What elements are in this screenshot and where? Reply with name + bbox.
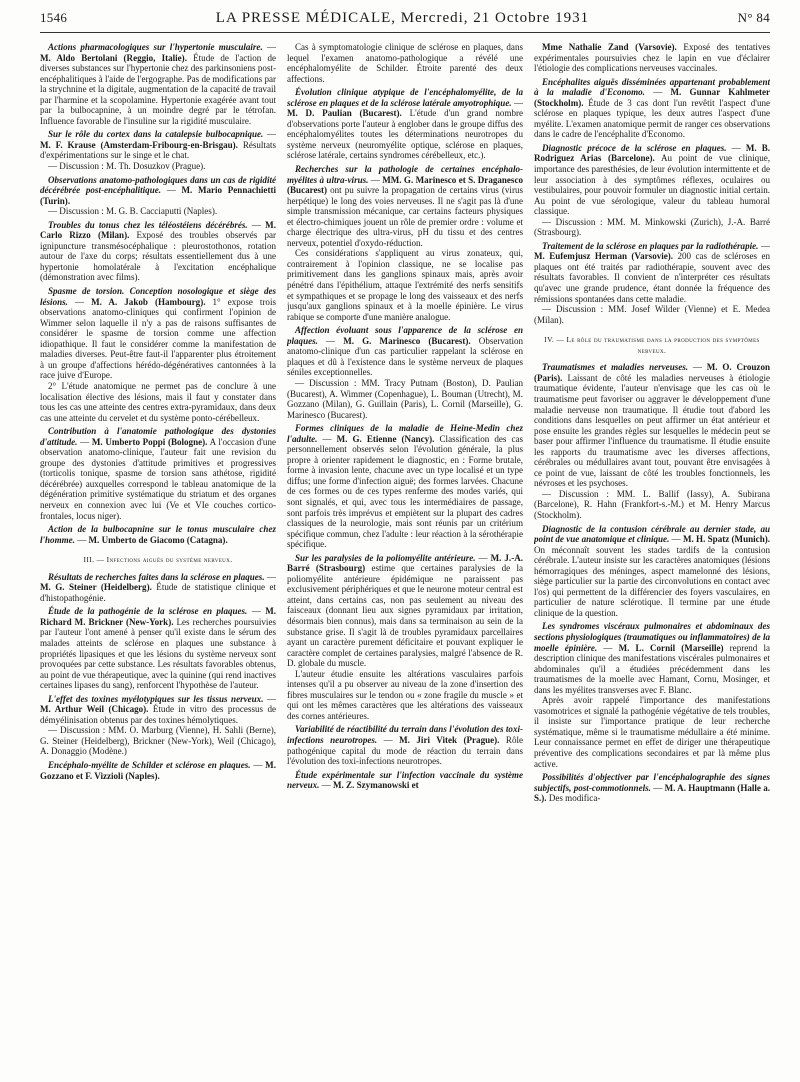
abstract-title: Contribution à l'anatomie pathologique des dystonies d'attitude. — [40, 426, 276, 447]
section-heading: IV. — Le rôle du traumatisme dans la production des symptômes nerveux. — [544, 335, 760, 355]
abstract-entry — [534, 772, 770, 804]
abstract-text: Ces considérations s'appliquent au virus zonateux, qui, contrairement à l'opinion classique, ne se localise pas primitivement dans les ganglions spinaux mais, après avoir pénétré dans l'épithélium, attaque l'extrémité des nerfs sensitifs et sympathiques et se propage le long des vaisseaux et des nerfs jusqu'aux ganglions spinaux et à la moelle épinière. Le virus rabique se comporte d'une manière analogue. — [287, 248, 523, 322]
abstract-author: M. G. Steiner (Heidelberg). — [40, 582, 152, 593]
abstract-title: Formes cliniques de la maladie de Heine-Medin chez l'adulte. — [287, 423, 523, 444]
abstract-title: Affection évoluant sous l'apparence de la sclérose en plaques. — [287, 325, 523, 346]
abstract-text: Observation anatomo-clinique d'un cas particulier rappelant la sclérose en plaques et dû à l'existence dans le système nerveux de plaques séniles exceptionnelles. — [287, 335, 523, 378]
abstract-paragraph: Sur les paralysies de la poliomyélite antérieure. — M. J.-A. Barré (Strasbourg) estime que certaines paralysies de la poliomyélite antérieure épidémique ne paraissent pas exclusivement périphériques et que le neurone moteur central est atteint, dans certains cas, non pas seulement au niveau des faisceaux (donnant lieu aux signes pyramidaux par irritation, désormais bien connus), mais dans sa terminaison au sein de la substance grise. Il s'agit là de troubles pyramidaux parcellaires ayant un caractère purement déficitaire et pouvant expliquer le caractère complet de certaines paralysies, malgré l'absence de R. D. globale du muscle. — [287, 552, 523, 669]
abstract-text: Résultats d'expérimentations sur le singe et le chat. — [40, 139, 276, 161]
abstract-paragraph: Troubles du tonus chez les téléostéiens décérébrés. — M. Carlo Rizzo (Milan). Exposé des troubles observés par ignipuncture transmésocéphalique : pleurostothonos, rotation autour de l'axe du corps; résultats essentiellement dus à une hypertonie homolatérale à l'excitation encéphalique (démonstration avec films). — [40, 219, 276, 283]
abstract-paragraph: L'effet des toxines myélotypiques sur les tissus nerveux. — M. Arthur Weil (Chicago). Étude in vitro des processus de démyélinisation obtenus par des toxines hémolytiques. — [40, 693, 276, 725]
abstract-paragraph: Actions pharmacologiques sur l'hypertonie musculaire. — M. Aldo Bertolani (Reggio, Italie). Étude de l'action de diverses substances sur l'hypertonie chez des parkinsoniens post-encéphalitiques à l'aide de l'ergographe. Pas de modifications par la strychnine et la digitale, augmentation de la capacité de travail par l'harmine et la scopolamine. Hypertonie exagérée avant tout par la bulbocapnine, à un moindre degré par le tétrofan. Influence favorable de l'insuline sur la rigidité musculaire. — [40, 42, 276, 126]
abstract-entry — [287, 724, 523, 766]
abstract-entry — [534, 143, 770, 238]
discussion-line — [534, 489, 770, 521]
abstract-author: M. F. Krause (Amsterdam-Fribourg-en-Brisgau). — [40, 139, 238, 150]
abstract-text: Étude de statistique clinique et d'histopathogénie. — [40, 582, 276, 603]
abstract-author: M. O. Crouzon (Paris). — [534, 362, 770, 383]
abstract-author: M. Gozzano et F. Vizzioli (Naples). — [40, 760, 276, 781]
abstract-text: On méconnaît souvent les stades tardifs de la contusion cérébrale. L'auteur insiste sur les caractères anatomiques (lésions hémorragiques des méninges, aspect mamelonné des lésions, siège particulier sur la partie des circonvolutions en contact avec l'os) qui permettent de la différencier des foyers vasculaires, en particulier de nature sclérotique. Il termine par une étude clinique de la question. — [534, 544, 770, 618]
abstract-text: ont pu suivre la propagation de certains virus (virus herpétique) le long des voies nerveuses. Il ne s'agit pas là d'une simple transmission mécanique, car certains facteurs physiques et électro-chimiques jouent un rôle de premier ordre : volume et charge électrique des ultra-virus, pH du tissu et des centres nerveux, potentiel d'oxydo-réduction. — [287, 185, 523, 248]
abstract-author: M. Jiri Vitek (Prague). — [399, 735, 500, 745]
abstract-paragraph: Étude expérimentale sur l'infection vaccinale du système nerveux. — M. Z. Szymanowski et — [287, 769, 523, 791]
abstract-title: Encéphalites aiguës disséminées appartenant probablement à la maladie d'Economo. — [534, 76, 770, 98]
abstract-entry — [287, 770, 523, 791]
abstract-title: Sur les paralysies de la poliomyélite antérieure. — [295, 552, 476, 563]
abstract-paragraph: Variabilité de réactibilité du terrain dans l'évolution des toxi-infections neurotropes. — M. Jiri Vitek (Prague). Rôle pathogénique capital du mode de réaction du terrain dans l'évolution des toxi-infections neurotropes. — [287, 724, 523, 767]
abstract-author: M. Mario Pennachietti (Turin). — [40, 185, 276, 206]
abstract-text: 1° expose trois observations anatomo-cliniques qui confirment l'opinion de Wimmer selon laquelle il n'y a pas de raisons suffisantes de considérer le spasme de torsion comme une affection idiopathique. Il faut le considérer comme la manifestation de maladies diverses. Peut-être faut-il l'apparenter plus étroitement à un groupe d'affections hérédo-dégénératives cantonnées à la race juive d'Europe. — [40, 296, 276, 381]
abstract-text: reprend la description clinique des manifestations viscérales pulmonaires et abdominales qu'il a étudiées précédemment dans les traumatismes de la moelle avec Hamant, Cornu, Mosinger, et dans les myélites transverses avec F. Blanc. — [534, 642, 770, 695]
discussion-text: — Discussion : MM. Tracy Putnam (Boston), D. Paulian (Bucarest), A. Wimmer (Copenhague), L. Bouman (Utrecht), M. Gozzano (Milan), G. Guillain (Paris), L. Cornil (Marseille), G. Marinesco (Bucarest). — [287, 377, 523, 420]
abstract-paragraph: Traumatismes et maladies nerveuses. — M. O. Crouzon (Paris). Laissant de côté les maladies nerveuses à étiologie traumatique évidente, l'auteur n'envisage que les cas où le traumatisme peut favoriser ou aggraver le développement d'une maladie nerveuse non traumatique. Il étudie tout d'abord les conditions dans lesquelles on peut affirmer un état antérieur et pose ensuite les grandes règles sur lesquelles le médecin peut se baser pour affirmer l'influence du traumatisme. Il étudie ensuite les rapports du traumatisme avec les diverses affections, cérébrales ou médullaires avant tout, pouvant être envisagées à ce point de vue, laissant de côté les troubles fonctionnels, les névroses et les psychoses. — [534, 362, 770, 489]
abstract-text: Après avoir rappelé l'importance des manifestations vasomotrices et signalé la pathogénie végétative de tels troubles, il insiste sur l'importance pratique de leur recherche systématique, même si le traumatisme médullaire a été minime. Leur connaissance permet en effet de diriger une thérapeutique préventive des complications secondaires et par là même plus active. — [534, 695, 770, 769]
abstract-title: Résultats de recherches faites dans la sclérose en plaques. — [48, 571, 265, 582]
abstract-paragraph: Traitement de la sclérose en plaques par la radiothérapie. — M. Eufemjusz Herman (Varsovie). 200 cas de scléroses en plaques ont été traités par radiothérapie, souvent avec des résultats favorables. Il convient de n'interpréter ces résultats qu'avec une grande prudence, étant donnée la fréquence des rémissions spontanées dans cette maladie. — [534, 240, 770, 304]
abstract-entry — [287, 164, 523, 322]
column-left — [40, 42, 276, 1076]
discussion-line — [40, 725, 276, 757]
abstract-author: M. Umberto de Giacomo (Catagna). — [88, 534, 228, 545]
abstract-paragraph — [534, 695, 770, 769]
abstract-text: Classification des cas personnellement observés selon l'évolution générale, la plus propre à orienter rapidement le diagnostic, en : Forme brutale, forme à invasion lente, chacune avec un type localisé et un type diffus; une forme d'infection aiguë; des formes larvées. Chacune de ces formes ou de ces types renferme des modes variés, qui sont signalés, et qui, avec tous les intermédiaires de passage, sont parfois très imprévus et empiètent sur la plupart des cadres classiques de la neurologie, mais sont réunis par un critérium spécifique commun, chez l'adulte : leur réaction à la sérothérapie spécifique. — [287, 433, 523, 550]
abstract-paragraph — [287, 669, 523, 722]
abstract-entry — [40, 606, 276, 690]
abstract-entry — [40, 524, 276, 545]
abstract-paragraph — [534, 42, 770, 74]
text-columns — [40, 42, 770, 1076]
discussion-line — [40, 161, 276, 172]
abstract-paragraph: Résultats de recherches faites dans la sclérose en plaques. — M. G. Steiner (Heidelberg). Étude de statistique clinique et d'histopathogénie. — [40, 571, 276, 603]
discussion-text: — Discussion : MM. L. Ballif (Iassy), A. Subirana (Barcelone), R. Hahn (Frankfort-s.-M.) et M. Henry Marcus (Stockholm). — [534, 488, 770, 520]
discussion-line — [40, 206, 276, 217]
abstract-paragraph: Encéphalo-myélite de Schilder et sclérose en plaques. — M. Gozzano et F. Vizzioli (Naples). — [40, 760, 276, 781]
abstract-text: Des modifica- — [548, 793, 601, 804]
abstract-paragraph — [287, 42, 523, 84]
abstract-text: A l'occasion d'une observation anatomo-clinique, l'auteur fait une revision du groupe des dystonies d'attitude primitives et progressives (torticolis tonique, spasme de torsion sans athétose, rigidité décérébrée) auxquelles correspond le tableau anatomique de la dégénération primitive systématique du striatum et des organes nerveux en connexion avec lui (Ve et VIe couches cortico-frontales, locus niger). — [40, 436, 276, 521]
abstract-author: Mme Nathalie Zand (Varsovie). — [542, 42, 677, 52]
abstract-text: Étude de 3 cas dont l'un revêtit l'aspect d'une sclérose en plaques typique, les deux autres l'aspect d'une myélite. L'examen anatomique permit de ranger ces observations dans le cadre de l'encéphalite d'Economo. — [534, 97, 770, 140]
abstract-title: Diagnostic de la contusion cérébrale au dernier stade, au point de vue anatomique et clinique. — [534, 523, 770, 545]
discussion-text: — Discussion : MM. Josef Wilder (Vienne) et E. Medea (Milan). — [534, 304, 770, 325]
abstract-author: MM. G. Marinesco et S. Draganesco (Bucarest) — [287, 174, 523, 196]
abstract-paragraph: Les syndromes viscéraux pulmonaires et abdominaux des sections physiologiques (traumatiques ou inflammatoires) de la moelle épinière. — M. L. Cornil (Marseille) reprend la description clinique des manifestations viscérales pulmonaires et abdominales qu'il a étudiées précédemment dans les traumatismes de la moelle avec Hamant, Cornu, Mosinger, et dans les myélites transverses avec F. Blanc. — [534, 621, 770, 695]
abstract-entry — [534, 241, 770, 325]
abstract-author: M. L. Cornil (Marseille) — [618, 642, 724, 653]
abstract-paragraph: Spasme de torsion. Conception nosologique et siège des lésions. — M. A. Jakob (Hambourg). 1° expose trois observations anatomo-cliniques qui confirment l'opinion de Wimmer selon laquelle il n'y a pas de raisons suffisantes de considérer le spasme de torsion comme une affection idiopathique. Il faut le considérer comme la manifestation de maladies diverses. Peut-être faut-il l'apparenter plus étroitement à un groupe d'affections hérédo-dégénératives cantonnées à la race juive d'Europe. — [40, 286, 276, 381]
column-right — [534, 42, 770, 1076]
discussion-text: — Discussion : M. G. B. Cacciaputti (Naples). — [48, 206, 218, 217]
abstract-text: L'étude d'un grand nombre d'observations porte l'auteur à englober dans le groupe diffus des encéphalomyélites toutes les déterminations neurotropes du système nerveux (neuromyélite optique, sclérose en plaques, sclérose latérale, certains syndromes cérébelleux, etc.). — [287, 108, 523, 161]
abstract-paragraph: Diagnostic précoce de la sclérose en plaques. — M. B. Rodriguez Arias (Barcelone). Au point de vue clinique, importance des paresthésies, de leur évolution intermittente et de leur association à des symptômes réflexes, oculaires ou vestibulaires, pour pouvoir formuler un diagnostic initial certain. Au point de vue sérologique, valeur du tableau humoral classique. — [534, 142, 770, 217]
abstract-entry — [40, 129, 276, 171]
abstract-title: Traitement de la sclérose en plaques par la radiothérapie. — [542, 240, 759, 251]
abstract-text: Les recherches poursuivies par l'auteur l'ont amené à penser qu'il existe dans le sérum des malades atteints de sclérose en plaques une substance à propriétés lipasiques et que les lésions du système nerveux sont provoquées par cette substance. Les résultats favorables obtenus, au point de vue thérapeutique, avec la quinine (qui rend inactives certaines lipases du sang), renforcent l'hypothèse de l'auteur. — [40, 616, 276, 691]
abstract-paragraph: Évolution clinique atypique de l'encéphalomyélite, de la sclérose en plaques et de la sclérose latérale amyotrophique. — M. D. Paulian (Bucarest). L'étude d'un grand nombre d'observations porte l'auteur à englober dans le groupe diffus des encéphalomyélites toutes les déterminations neurotropes du système nerveux (neuromyélite optique, sclérose en plaques, sclérose latérale, certains syndromes cérébelleux, etc.). — [287, 87, 523, 161]
abstract-text: Cas à symptomatologie clinique de sclérose en plaques, dans lequel l'examen anatomo-pathologique a révélé une encéphalomyélite de Schilder. Étroite parenté des deux affections. — [287, 42, 523, 84]
abstract-paragraph: Possibilités d'objectiver par l'encéphalographie des signes subjectifs, post-commotionnels. — M. A. Hauptmann (Halle a. S.). Des modifica- — [534, 772, 770, 804]
abstract-entry — [534, 621, 770, 769]
abstract-title: Évolution clinique atypique de l'encéphalomyélite, de la sclérose en plaques et de la sclérose latérale amyotrophique. — [287, 87, 523, 108]
abstract-paragraph: Observations anatomo-pathologiques dans un cas de rigidité décérébrée post-encéphalitique. — M. Mario Pennachietti (Turin). — [40, 174, 276, 206]
abstract-text: Exposé des troubles observés par ignipuncture transmésocéphalique : pleurostothonos, rotation autour de l'axe du corps; résultats essentiellement dus à une hypertonie homolatérale à l'excitation encéphalique (démonstration avec films). — [40, 230, 276, 283]
abstract-title: Encéphalo-myélite de Schilder et sclérose en plaques. — [48, 760, 251, 770]
abstract-text: 200 cas de scléroses en plaques ont été traités par radiothérapie, souvent avec des résultats favorables. Il convient de n'interpréter ces résultats qu'avec une grande prudence, étant donnée la fréquence des rémissions spontanées dans cette maladie. — [534, 251, 770, 304]
abstract-author: M. Gunnar Kahlmeter (Stockholm). — [534, 87, 770, 108]
running-header — [40, 6, 770, 30]
abstract-entry — [40, 694, 276, 757]
abstract-title: Spasme de torsion. Conception nosologique et siège des lésions. — [40, 286, 276, 307]
abstract-entry — [534, 42, 770, 74]
abstract-paragraph — [40, 381, 276, 423]
abstract-author: M. Aldo Bertolani (Reggio, Italie). — [40, 52, 187, 63]
abstract-author: M. G. Marinesco (Bucarest). — [343, 335, 471, 346]
abstract-title: Possibilités d'objectiver par l'encéphalographie des signes subjectifs, post-commotionnels. — [534, 772, 770, 793]
journal-title: LA PRESSE MÉDICALE, Mercredi, 21 Octobre 1931 — [215, 9, 590, 26]
abstract-paragraph: Diagnostic de la contusion cérébrale au dernier stade, au point de vue anatomique et clinique. — M. H. Spatz (Munich). On méconnaît souvent les stades tardifs de la contusion cérébrale. L'auteur insiste sur les caractères anatomiques (lésions hémorragiques des méninges, aspect mamelonné des lésions, siège particulier sur la partie des circonvolutions en contact avec l'os) qui permettent de la différencier des foyers vasculaires, en particulier de nature sclérotique. Il termine par une étude clinique de la question. — [534, 523, 770, 618]
abstract-entry — [40, 42, 276, 126]
abstract-entry — [40, 760, 276, 781]
section-heading: III. — Infections aiguës du système nerveux. — [83, 555, 233, 565]
abstract-text: L'auteur étudie ensuite les altérations vasculaires parfois intenses qu'il a pu observer au niveau de la zone d'insertion des fibres musculaires sur le tendon ou « zone fragile du muscle » et qui ont les mêmes caractères que les altérations des vaisseaux des cornes antérieures. — [287, 668, 523, 721]
abstract-entry — [287, 423, 523, 550]
abstract-entry — [534, 524, 770, 619]
abstract-entry — [287, 87, 523, 161]
header-rule — [40, 32, 770, 33]
abstract-title: Sur le rôle du cortex dans la catalepsie bulbocapnique. — [48, 129, 264, 140]
abstract-title: Action de la bulbocapnine sur le tonus musculaire chez l'homme. — [40, 524, 276, 545]
abstract-title: Les syndromes viscéraux pulmonaires et abdominaux des sections physiologiques (traumatiques ou inflammatoires) de la moelle épinière. — [534, 621, 770, 653]
abstract-paragraph: Recherches sur la pathologie de certaines encéphalo-myélites à ultra-virus. — MM. G. Marinesco et S. Draganesco (Bucarest) ont pu suivre la propagation de certains virus (virus herpétique) le long des voies nerveuses. Il ne s'agit pas là d'une simple transmission mécanique, car certains facteurs physiques et électro-chimiques jouent un rôle de premier ordre : volume et charge électrique des ultra-virus, pH du tissu et des centres nerveux, potentiel d'oxydo-réduction. — [287, 164, 523, 248]
abstract-title: Variabilité de réactibilité du terrain dans l'évolution des toxi-infections neurotropes. — [287, 724, 523, 745]
abstract-text: Étude de l'action de diverses substances sur l'hypertonie chez des parkinsoniens post-encéphalitiques à l'aide de l'ergographe. Pas de modifications par la strychnine et la digitale, augmentation de la capacité de travail par l'harmine et la scopolamine. Hypertonie exagérée avant tout par la bulbocapnine, à un moindre degré par le tétrofan. Influence favorable de l'insuline sur la rigidité musculaire. — [40, 52, 276, 126]
abstract-entry — [534, 77, 770, 140]
abstract-author: M. B. Rodriguez Arias (Barcelone). — [534, 142, 770, 164]
discussion-text: — Discussion : M. Th. Dosuzkov (Prague). — [48, 161, 206, 172]
abstract-text: Exposé des tentatives expérimentales poursuivies chez le lapin en vue d'éclairer l'étiologie des complications nerveuses vaccinales. — [534, 42, 770, 74]
abstract-text: Au point de vue clinique, importance des paresthésies, de leur évolution intermittente et de leur association à des symptômes réflexes, oculaires ou vestibulaires, pour pouvoir formuler un diagnostic initial certain. Au point de vue sérologique, valeur du tableau humoral classique. — [534, 153, 770, 217]
abstract-text: 2° L'étude anatomique ne permet pas de conclure à une localisation élective des lésions, mais il faut y constater dans tous les cas une atteinte des centres extra-pyramidaux, dans deux cas une atteinte du cervelet et du système ponto-cérébelleux. — [40, 380, 276, 423]
abstract-entry — [287, 553, 523, 722]
discussion-text: — Discussion : MM. O. Marburg (Vienne), H. Sahli (Berne), G. Steiner (Heidelberg), Brickner (New-York), Weil (Chicago), A. Donaggio (Modène.) — [40, 725, 276, 757]
abstract-author: M. Umberto Poppi (Bologne). — [91, 436, 208, 447]
abstract-entry — [40, 286, 276, 423]
abstract-author: M. H. Spatz (Munich). — [682, 534, 770, 545]
abstract-author: M. A. Jakob (Hambourg). — [91, 296, 206, 307]
abstract-entry — [534, 362, 770, 520]
abstract-author: M. Eufemjusz Herman (Varsovie). — [534, 251, 674, 262]
abstract-entry — [40, 426, 276, 521]
abstract-text: estime que certaines paralysies de la poliomyélite antérieure épidémique ne paraissent pas exclusivement périphériques et que le neurone moteur central est atteint, dans certains cas, non pas seulement au niveau des faisceaux (donnant lieu aux signes pyramidaux par irritation, désormais bien connus), mais dans sa terminaison au sein de la substance grise. Il s'agit là de troubles pyramidaux parcellaires ayant un caractère purement déficitaire et pouvant expliquer le caractère complet de certaines paralysies, malgré l'absence de R. D. globale du muscle. — [287, 563, 523, 669]
abstract-author: M. J.-A. Barré (Strasbourg) — [287, 552, 523, 574]
abstract-author: M. Carlo Rizzo (Milan). — [40, 219, 276, 241]
abstract-paragraph: Étude de la pathogénie de la sclérose en plaques. — M. Richard M. Brickner (New-York). Les recherches poursuivies par l'auteur l'ont amené à penser qu'il existe dans le sérum des malades atteints de sclérose en plaques une substance à propriétés lipasiques et que les lésions du système nerveux sont provoquées par cette substance. Les résultats favorables obtenus, au point de vue thérapeutique, avec la quinine (qui rend inactives certaines lipases du sang), renforcent l'hypothèse de l'auteur. — [40, 606, 276, 691]
abstract-paragraph: Formes cliniques de la maladie de Heine-Medin chez l'adulte. — M. G. Etienne (Nancy). Classification des cas personnellement observés selon l'évolution générale, la plus propre à orienter rapidement le diagnostic, en : Forme brutale, forme à invasion lente, chacune avec un type localisé et un type diffus; une forme d'infection aiguë; des formes larvées. Chacune de ces formes ou de ces types renferme des modes variés, qui sont signalés, et qui, avec tous les intermédiaires de passage, sont parfois très imprévus et empiètent sur la plupart des cadres classiques de la neurologie, mais sont réunis par un critérium spécifique commun, chez l'adulte : leur réaction à la sérothérapie spécifique. — [287, 423, 523, 550]
abstract-text: Étude in vitro des processus de démyélinisation obtenus par des toxines hémolytiques. — [40, 704, 276, 725]
abstract-paragraph — [287, 248, 523, 322]
abstract-title: Traumatismes et maladies nerveuses. — [542, 362, 689, 373]
abstract-title: Étude de la pathogénie de la sclérose en plaques. — [48, 606, 248, 617]
abstract-author: M. D. Paulian (Bucarest). — [287, 108, 402, 119]
abstract-title: Troubles du tonus chez les téléostéiens décérébrés. — [48, 219, 248, 230]
abstract-text: Rôle pathogénique capital du mode de réaction du terrain dans l'évolution des toxi-infections neurotropes. — [287, 735, 523, 767]
abstract-entry — [287, 325, 523, 420]
abstract-title: Observations anatomo-pathologiques dans un cas de rigidité décérébrée post-encéphalitique. — [40, 174, 276, 196]
discussion-line — [287, 378, 523, 420]
abstract-paragraph: Action de la bulbocapnine sur le tonus musculaire chez l'homme. — M. Umberto de Giacomo (Catagna). — [40, 524, 276, 545]
column-middle — [287, 42, 523, 1076]
abstract-title: Recherches sur la pathologie de certaines encéphalo-myélites à ultra-virus. — [287, 164, 523, 185]
discussion-line — [534, 304, 770, 325]
abstract-author: M. Z. Szymanowski et — [333, 780, 419, 791]
abstract-paragraph: Encéphalites aiguës disséminées appartenant probablement à la maladie d'Economo. — M. Gunnar Kahlmeter (Stockholm). Étude de 3 cas dont l'un revêtit l'aspect d'une sclérose en plaques typique, les deux autres l'aspect d'une myélite. L'examen anatomique permit de ranger ces observations dans le cadre de l'encéphalite d'Economo. — [534, 76, 770, 140]
abstract-entry — [40, 572, 276, 604]
issue-number: N° 84 — [737, 10, 770, 25]
abstract-author: M. Arthur Weil (Chicago). — [40, 704, 149, 715]
abstract-title: Étude expérimentale sur l'infection vaccinale du système nerveux. — [287, 769, 523, 791]
abstract-paragraph: Contribution à l'anatomie pathologique des dystonies d'attitude. — M. Umberto Poppi (Bologne). A l'occasion d'une observation anatomo-clinique, l'auteur fait une revision du groupe des dystonies d'attitude primitives et progressives (torticolis tonique, spasme de torsion sans athétose, rigidité décérébrée) auxquelles correspond le tableau anatomique de la dégénération primitive systématique du striatum et des organes nerveux en connexion avec lui (Ve et VIe couches cortico-frontales, locus niger). — [40, 426, 276, 521]
abstract-paragraph: Affection évoluant sous l'apparence de la sclérose en plaques. — M. G. Marinesco (Bucarest). Observation anatomo-clinique d'un cas particulier rappelant la sclérose en plaques et dû à l'existence dans le système nerveux de plaques séniles exceptionnelles. — [287, 325, 523, 378]
abstract-title: Diagnostic précoce de la sclérose en plaques. — [542, 142, 727, 153]
discussion-text: — Discussion : MM. M. Minkowski (Zurich), J.-A. Barré (Strasbourg). — [534, 216, 770, 238]
abstract-author: M. Richard M. Brickner (New-York). — [40, 606, 276, 627]
abstract-text: Laissant de côté les maladies nerveuses à étiologie traumatique évidente, l'auteur n'envisage que les cas où le traumatisme peut favoriser ou aggraver le développement d'une maladie nerveuse non traumatique. Il étudie tout d'abord les conditions dans lesquelles on peut affirmer un état antérieur et pose ensuite les grandes règles sur lesquelles le médecin peut se baser pour affirmer l'influence du traumatisme. Il étudie ensuite les rapports du traumatisme avec les diverses affections, cérébrales ou médullaires avant tout, pouvant être envisagées à ce point de vue, laissant de côté les troubles fonctionnels, les névroses et les psychoses. — [534, 372, 770, 489]
abstract-entry — [40, 175, 276, 217]
abstract-author: M. G. Etienne (Nancy). — [336, 433, 435, 444]
abstract-title: Actions pharmacologiques sur l'hypertonie musculaire. — [48, 42, 263, 52]
page-number: 1546 — [40, 10, 68, 25]
abstract-title: L'effet des toxines myélotypiques sur les tissus nerveux. — [48, 693, 264, 704]
abstract-entry — [40, 220, 276, 283]
abstract-author: M. A. Hauptmann (Halle a. S.). — [534, 782, 770, 804]
abstract-paragraph: Sur le rôle du cortex dans la catalepsie bulbocapnique. — M. F. Krause (Amsterdam-Fribourg-en-Brisgau). Résultats d'expérimentations sur le singe et le chat. — [40, 129, 276, 161]
abstract-entry — [287, 42, 523, 84]
discussion-line — [534, 217, 770, 238]
